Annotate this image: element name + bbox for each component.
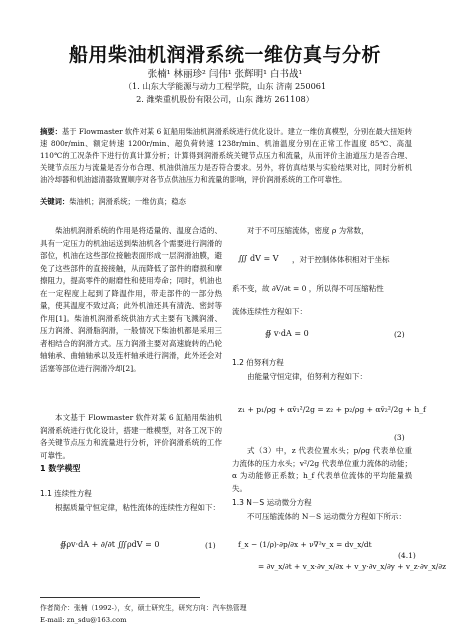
section-heading-1-3: 1.3 N－S 运动微分方程 [232, 498, 312, 507]
equation-4-1-line-2: = ∂v_x/∂t + v_x·∂v_x/∂x + v_y·∂v_x/∂y + v_z·∂v_x/∂z [258, 562, 447, 571]
abstract-label: 摘要： [40, 127, 62, 136]
equation-1-number: (1) [205, 541, 216, 550]
bernoulli-text: 由能量守恒定律，伯努利方程如下： [247, 372, 367, 381]
incompressible-text: 对于不可压缩流体，密度 ρ 为常数， [247, 226, 369, 235]
navier-stokes-text: 不可压缩流体的 N－S 运动微分方程如下所示： [247, 512, 406, 521]
author-bio-footnote: 作者简介：张楠（1992-），女，硕士研究生，研究方向：汽车热管理 [40, 604, 247, 612]
intro-paragraph-1: 柴油机润滑系统的作用是将适量的、温度合适的、具有一定压力的机油运送到柴油机各个需要进行润滑的部位，机油在这些部位接触表面形成一层润滑油膜，避免了这些部件的直接接触，从而降低了部件的磨损和摩擦阻力，提高零件的耐磨性和使用寿命；同时，机油也在一定程度上起到了降温作用，带走部件的一部分热量，使其温度不致过高；此外机油还具有清洗、密封等作用[1]。柴油机润滑系统供油方式主要有飞溅润滑、压力润滑、润滑脂润滑，一般情况下柴油机都是采用三者相结合的润滑方式。压力润滑主要对高速旋转的凸轮轴轴承、曲轴轴承以及连杆轴承进行润滑，此外还会对活塞等部位进行润滑冷却[2]。 [40, 226, 222, 373]
equation-2-number: (2) [394, 330, 405, 339]
bernoulli-explanation: 式（3）中，z 代表位置水头；p/ρg 代表单位重力流体的压力水头；v²/2g 代表单位重力流体的动能；α 为动能修正系数；h_f 代表单位流体的平均能量损失。 [232, 446, 412, 493]
incompressible-text-3: 系不变，故 ∂V/∂t = 0 ，所以得不可压缩粘性 [232, 284, 384, 293]
incompressible-text-4: 流体连续性方程如下： [232, 307, 307, 316]
abstract-text: 基于 Flowmaster 软件对某 6 缸船用柴油机润滑系统进行优化设计。建立一维仿真模型，分别在最大扭矩转速 800r/min、额定转速 1200r/min、超负荷转速 1238r/min、机油温度分别在正常工作温度 85℃、高温 110℃的工况条件下进行仿真计算分析；计算得到润滑系统关键节点压力和流量，从而评价主油道压力是否合理、关键节点压力与流量是否分布合理、机油供油压力是否符合要求。另外，将仿真结果与实验结果对比，同时分析机油冷却器和机油滤清器致置顺序对各节点供油压力和流量的影响，评价润滑系统的工作可靠性。 [40, 127, 413, 184]
equation-3: z₁ + p₁/ρg + αv̄₁²/2g = z₂ + p₂/ρg + αv̄₂²/2g + h_f [238, 405, 426, 414]
paper-title: 船用柴油机润滑系统一维仿真与分析 [68, 44, 381, 66]
equation-1: ∯ρv·dA + ∂/∂t ∭ρdV = 0 [60, 540, 160, 549]
intro-paragraph-2: 本文基于 Flowmaster 软件对某 6 缸船用柴油机润滑系统进行优化设计，搭建一维模型，对各工况下的各关键节点压力和流量进行分析，评价润滑系统的工作可靠性。 [40, 413, 222, 460]
section-heading-1-1: 1.1 连续性方程 [40, 489, 92, 498]
footnote-rule [40, 597, 200, 598]
equation-2: ∯ v·dA = 0 [265, 329, 309, 338]
section-heading-1: 1 数学模型 [40, 464, 81, 473]
keywords-text: 柴油机；润滑系统；一维仿真；稳态 [69, 197, 186, 206]
affiliation-1: （1. 山东大学能源与动力工程学院，山东 济南 250061 [123, 81, 327, 91]
author-email: E-mail: zn_sdu@163.com [40, 616, 127, 624]
affiliation-2: 2. 潍柴重机股份有限公司，山东 潍坊 261108） [136, 94, 314, 104]
equation-4-1-line-1: f_x − (1/ρ)·∂p/∂x + ν∇²v_x = dv_x/dt [238, 540, 372, 549]
equation-4-1-number: (4.1) [398, 551, 416, 560]
author-list: 张楠¹ 林丽珍² 闫伟¹ 张辉明¹ 白书战¹ [147, 69, 303, 80]
equation-3-number: (3) [394, 433, 405, 442]
section-heading-1-2: 1.2 伯努利方程 [232, 358, 284, 367]
abstract [40, 126, 412, 186]
keywords-label: 关键词： [40, 197, 70, 206]
incompressible-text-2: ，对于控制体体积相对于坐标 [292, 255, 390, 264]
continuity-text: 根据质量守恒定律，粘性流体的连续性方程如下： [55, 503, 220, 512]
keywords [40, 197, 412, 207]
equation-volume: ∭ dV = V [238, 254, 279, 263]
